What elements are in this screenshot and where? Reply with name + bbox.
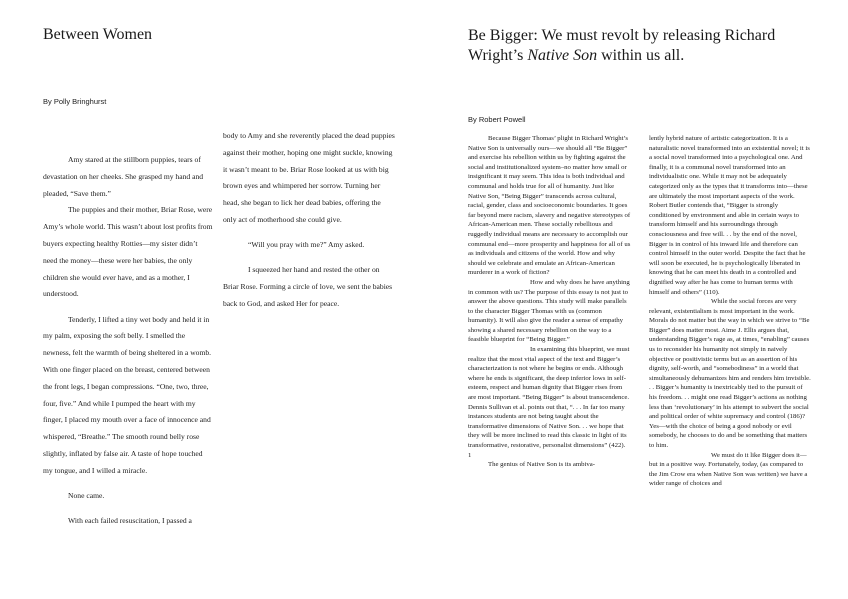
footnote-number: 1 <box>468 451 472 459</box>
paragraph: body to Amy and she reverently placed the dead puppies against their mother, hoping one might suckle, knowing it wasn’t meant to be. Briar Rose looked at us with big brown eyes and whimpered her sorrow. Turning her head, she began to lick her dead babies, offering the only act of motherhood she could give. <box>223 131 395 224</box>
paragraph: “Will you pray with me?” Amy asked. <box>248 240 365 250</box>
title-text: Be Bigger: We must revolt by releasing Richard Wright’s <box>468 27 776 64</box>
paragraph: With each failed resuscitation, I passed a <box>68 516 192 526</box>
paragraph: The puppies and their mother, Briar Rose, were Amy’s whole world. This wasn’t about lost profits from buyers expecting healthy Rotties—my sister didn’t need the money—these were her babies, the only children she would ever have, and as a mother, I understood. <box>43 205 213 299</box>
paragraph: How and why does he have anything in common with us? The purpose of this essay is not just to answer the above questions. This study will make parallels to the character Bigger Thomas with us (common humanity). It will also give the reader a sense of empathy showing a shared necessary rebellion on the way to a feasible blueprint for “Being Bigger.” <box>468 278 630 344</box>
title-text-end: within us all. <box>597 47 685 64</box>
right-article-column-2 <box>649 134 811 489</box>
paragraph: lently hybrid nature of artistic categorization. It is a naturalistic novel transformed into an existential novel; it is a social novel transformed into a psychological one. And finally, it is a communal novel transformed into an individualistic one. While it may not be adequately categorized only as the types that it transforms into—these are ultimately the most important aspects of the work. Robert Butler contends that, “Bigger is strongly conditioned by environment and able in certain ways to transform himself and his surroundings through consciousness and free will. . . by the end of the novel, Bigger is in control of his inward life and therefore can control himself in the outer world. Despite the fact that he will soon be executed, he is psychologically liberated in knowing that he can meet his death in a controlled and dignified way after he has come to human terms with himself and others” (110). <box>649 135 810 296</box>
left-article-column-1 <box>43 152 213 530</box>
paragraph: We must do it like Bigger does it—but in a positive way. Fortunately, today, (as compared to the Jim Crow era when Native Son was written) we have a wider range of choices and <box>649 451 808 488</box>
left-article-column-2 <box>223 128 395 313</box>
paragraph: While the social forces are very relevant, existentialism is most important in the work. Morals do not matter but the way in which we strive to “Be Bigger” does matter most. Aime J. Ellis argues that, understanding Bigger’s rage as, at times, “enabling” causes us to reconsider his humanity not simply in naively objective or positivistic terms but as an assertion of his dignity, self-worth, and “somebodiness” in a world that simultaneously dehumanizes him and renders him invisible. . . Bigger’s humanity is inextricably tied to the pursuit of his freedom. . . might one read Bigger’s actions as nothing less than ‘revolutionary’ in his attempt to subvert the social and political order of white supremacy and control (186)? Yes—with the choice of being a good nobody or evil somebody, he chooses to do and be something that matters to him. <box>649 298 811 449</box>
right-article-column-1 <box>468 134 632 470</box>
article-title-right <box>468 26 828 66</box>
paragraph: None came. <box>68 490 105 500</box>
paragraph: Amy stared at the stillborn puppies, tears of devastation on her cheeks. She grasped my hand and pleaded, “Save them.” <box>43 155 204 198</box>
byline-left: By Polly Bringhurst <box>43 97 107 106</box>
paragraph: The genius of Native Son is its ambiva- <box>488 461 596 469</box>
title-italic-text: Native Son <box>527 47 598 64</box>
paragraph: Tenderly, I lifted a tiny wet body and held it in my palm, exposing the soft belly. I smelled the newness, felt the warmth of being sheltered in a womb. With one finger placed on the breast, centered between the front legs, I began compressions. “One, two, three, four, five.” And while I pumped the heart with my finger, I placed my mouth over a face of innocence and whispered, “Breathe.” The smooth round belly rose slightly, inflated by false air. A taste of hope touched my tongue, and I willed a miracle. <box>43 314 212 475</box>
paragraph: I squeezed her hand and rested the other on Briar Rose. Forming a circle of love, we sent the babies back to God, and asked Her for peace. <box>223 265 393 308</box>
paragraph: In examining this blueprint, we must realize that the most vital aspect of the text and Bigger’s characterization is not where he begins or ends. Although where he ends is significant, the deep inferior lows in self-esteem, respect and human dignity that Bigger rises from are most important. “Being Bigger” is about transcendence. Dennis Sullivan et al. points out that, “. . . In far too many instances students are not being taught about the transformative dimensions of Native Son. . . we hope that they will be more inclined to read this classic in light of its transformative, restorative, personalist dimensions” (422). <box>468 346 630 449</box>
article-title-left: Between Women <box>43 26 153 43</box>
right-page <box>424 0 848 599</box>
paragraph: Because Bigger Thomas’ plight in Richard Wright’s Native Son is universally ours—we should all “Be Bigger” and exercise his rebellion within us by fighting against the social and institutionalized system–no matter how small or insignificant it may seem. This idea is both individual and communal and holds true for all of humanity. Just like Native Son, “Being Bigger” transcends across cultural, racial, gender, class and socioeconomic boundaries. It goes far beyond mere racism, slavery and negative stereotypes of African-American men. These socially rebellious and ruggedly individual means are necessary to accomplish our communal end—more prosperity and happiness for all of us as individuals and citizens of the world. How and why should we celebrate and emulate an African-American murderer in a work of fiction? <box>468 135 631 277</box>
byline-right: By Robert Powell <box>468 115 526 124</box>
